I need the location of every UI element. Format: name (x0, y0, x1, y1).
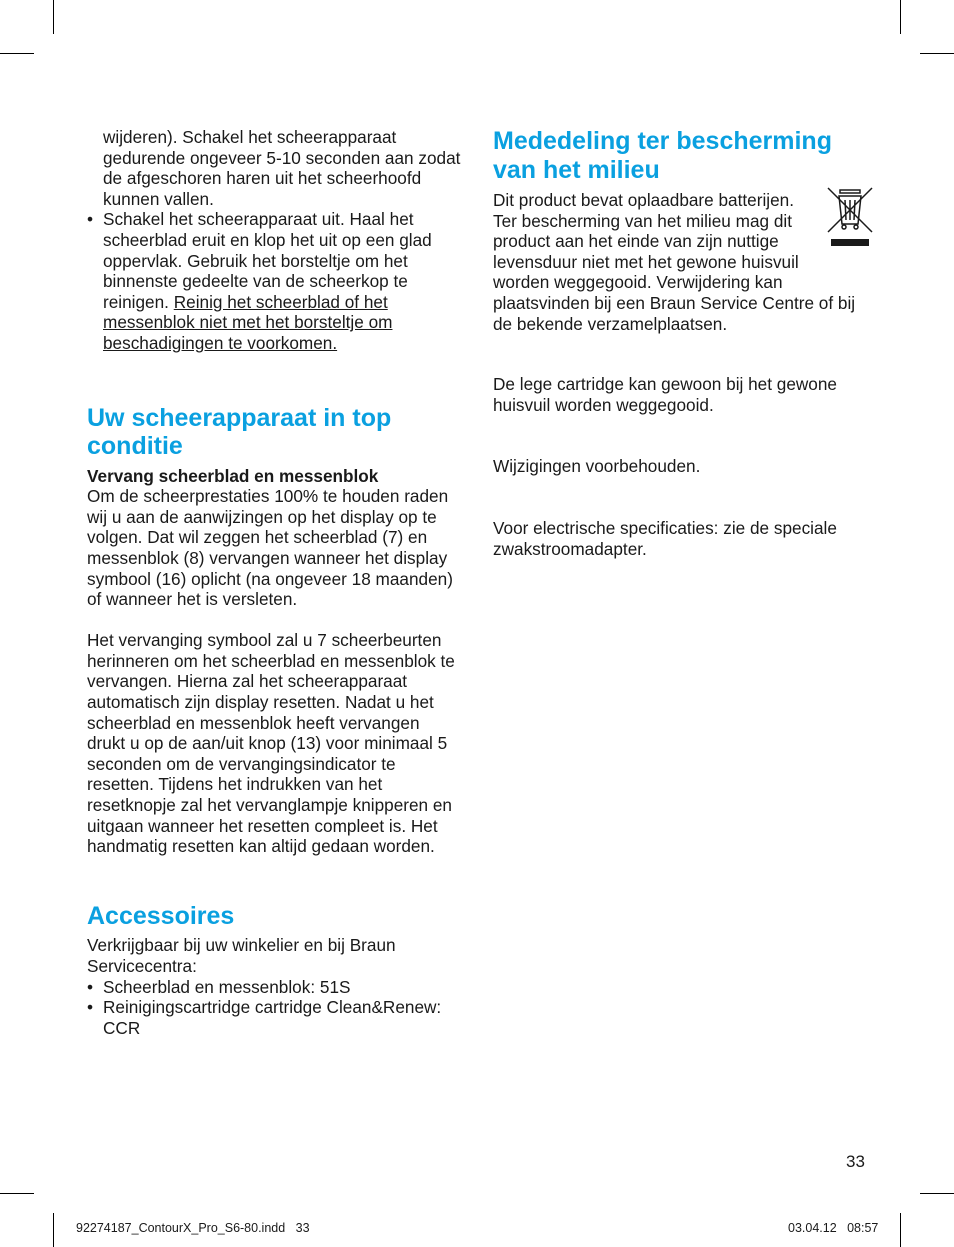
right-column (493, 127, 871, 559)
crop-mark (0, 53, 34, 54)
section-title-environment: Mededeling ter bescherming van het milieu (493, 127, 832, 184)
cleaning-warning: Reinig het scheerblad of het messenblok niet met het borsteltje om beschadigingen te voorkomen. (103, 291, 393, 353)
environment-notice (493, 190, 871, 334)
cartridge-note: De lege cartridge kan gewoon bij het gewone huisvuil worden weggegooid. (493, 374, 837, 415)
cleaning-bullet (87, 209, 462, 353)
left-column (87, 127, 462, 1038)
accessory-item (87, 997, 462, 1038)
accessory-item-text: Scheerblad en messenblok: 51S (103, 976, 351, 997)
accessory-item-text: Reinigingscartridge cartridge Clean&Renew: CCR (103, 997, 442, 1038)
intro-continuation: wijderen). Schakel het scheerapparaat gedurende ongeveer 5-10 seconden aan zodat de afgeschoren haren uit het scheerhoofd kunnen vallen. (103, 127, 461, 209)
section-title-condition: Uw scheerapparaat in top conditie (87, 403, 392, 461)
specs-note: Voor electrische specificaties: zie de speciale zwakstroomadapter. (493, 517, 837, 559)
bullet-symbol: • (87, 209, 94, 230)
environment-text-part: Dit product bevat oplaadbare batterijen. Ter bescherming van het milieu mag dit product aan het einde van zijn nuttige levensduur niet met het (493, 190, 794, 272)
weee-icon (825, 184, 875, 250)
subheading-replace: Vervang scheerblad en messenblok (87, 465, 379, 486)
crop-mark (920, 1193, 954, 1194)
crossed-out-wheelie-bin-icon (825, 184, 875, 250)
bullet-symbol: • (87, 997, 94, 1018)
replace-paragraph-2: Het vervanging symbool zal u 7 scheerbeurten herinneren om het scheerblad en messenblok te vervangen. Hierna zal het scheerapparaat automatisch zijn display resetten. Nadat u het scheerblad en messenblok heeft vervangen drukt u op de aan/uit knop (13) voor minimaal 5 seconden om de vervangingsindicator te resetten. Tijdens het indrukken van het resetknopje zal het vervanglampje knipperen en uitgaan wanneer het resetten compleet is. Het handmatig resetten kan altijd gedaan worden. (87, 630, 455, 857)
cleaning-bullet-text: Schakel het scheerapparaat uit. Haal het scheerblad eruit en klop het uit op een glad oppervlak. Gebruik het borsteltje om het binnenste gedeelte van de scheerkop te reinigen. (103, 209, 432, 312)
changes-note: Wijzigingen voorbehouden. (493, 456, 701, 477)
crop-mark (53, 1213, 54, 1247)
accessories-intro: Verkrijgbaar bij uw winkelier en bij Braun Servicecentra: (87, 935, 396, 976)
crop-mark (53, 0, 54, 34)
footer-date: 03.04.12 08:57 (788, 1221, 879, 1235)
crop-mark (920, 53, 954, 54)
section-title-accessories: Accessoires (87, 901, 235, 930)
crop-mark (900, 0, 901, 34)
bullet-symbol: • (87, 976, 94, 997)
crop-mark (0, 1193, 34, 1194)
environment-text (493, 190, 871, 334)
footer-file: 92274187_ContourX_Pro_S6-80.indd 33 (76, 1221, 310, 1235)
accessory-item (87, 977, 462, 998)
page-number: 33 (846, 1152, 865, 1171)
crop-mark (900, 1213, 901, 1247)
replace-paragraph-1: Om de scheerprestaties 100% te houden raden wij u aan de aanwijzingen op het display op te volgen. Dat wil zeggen het scheerblad (7) en messenblok (8) vervangen wanneer het display symbool (16) oplicht (na ongeveer 18 maanden) of wanneer het is versleten. (87, 486, 453, 610)
environment-text-part: gewone huisvuil worden weggegooid. Verwijdering kan plaatsvinden bij een Braun Service Centre of bij de bekende verzamelplaatsen. (493, 251, 856, 334)
